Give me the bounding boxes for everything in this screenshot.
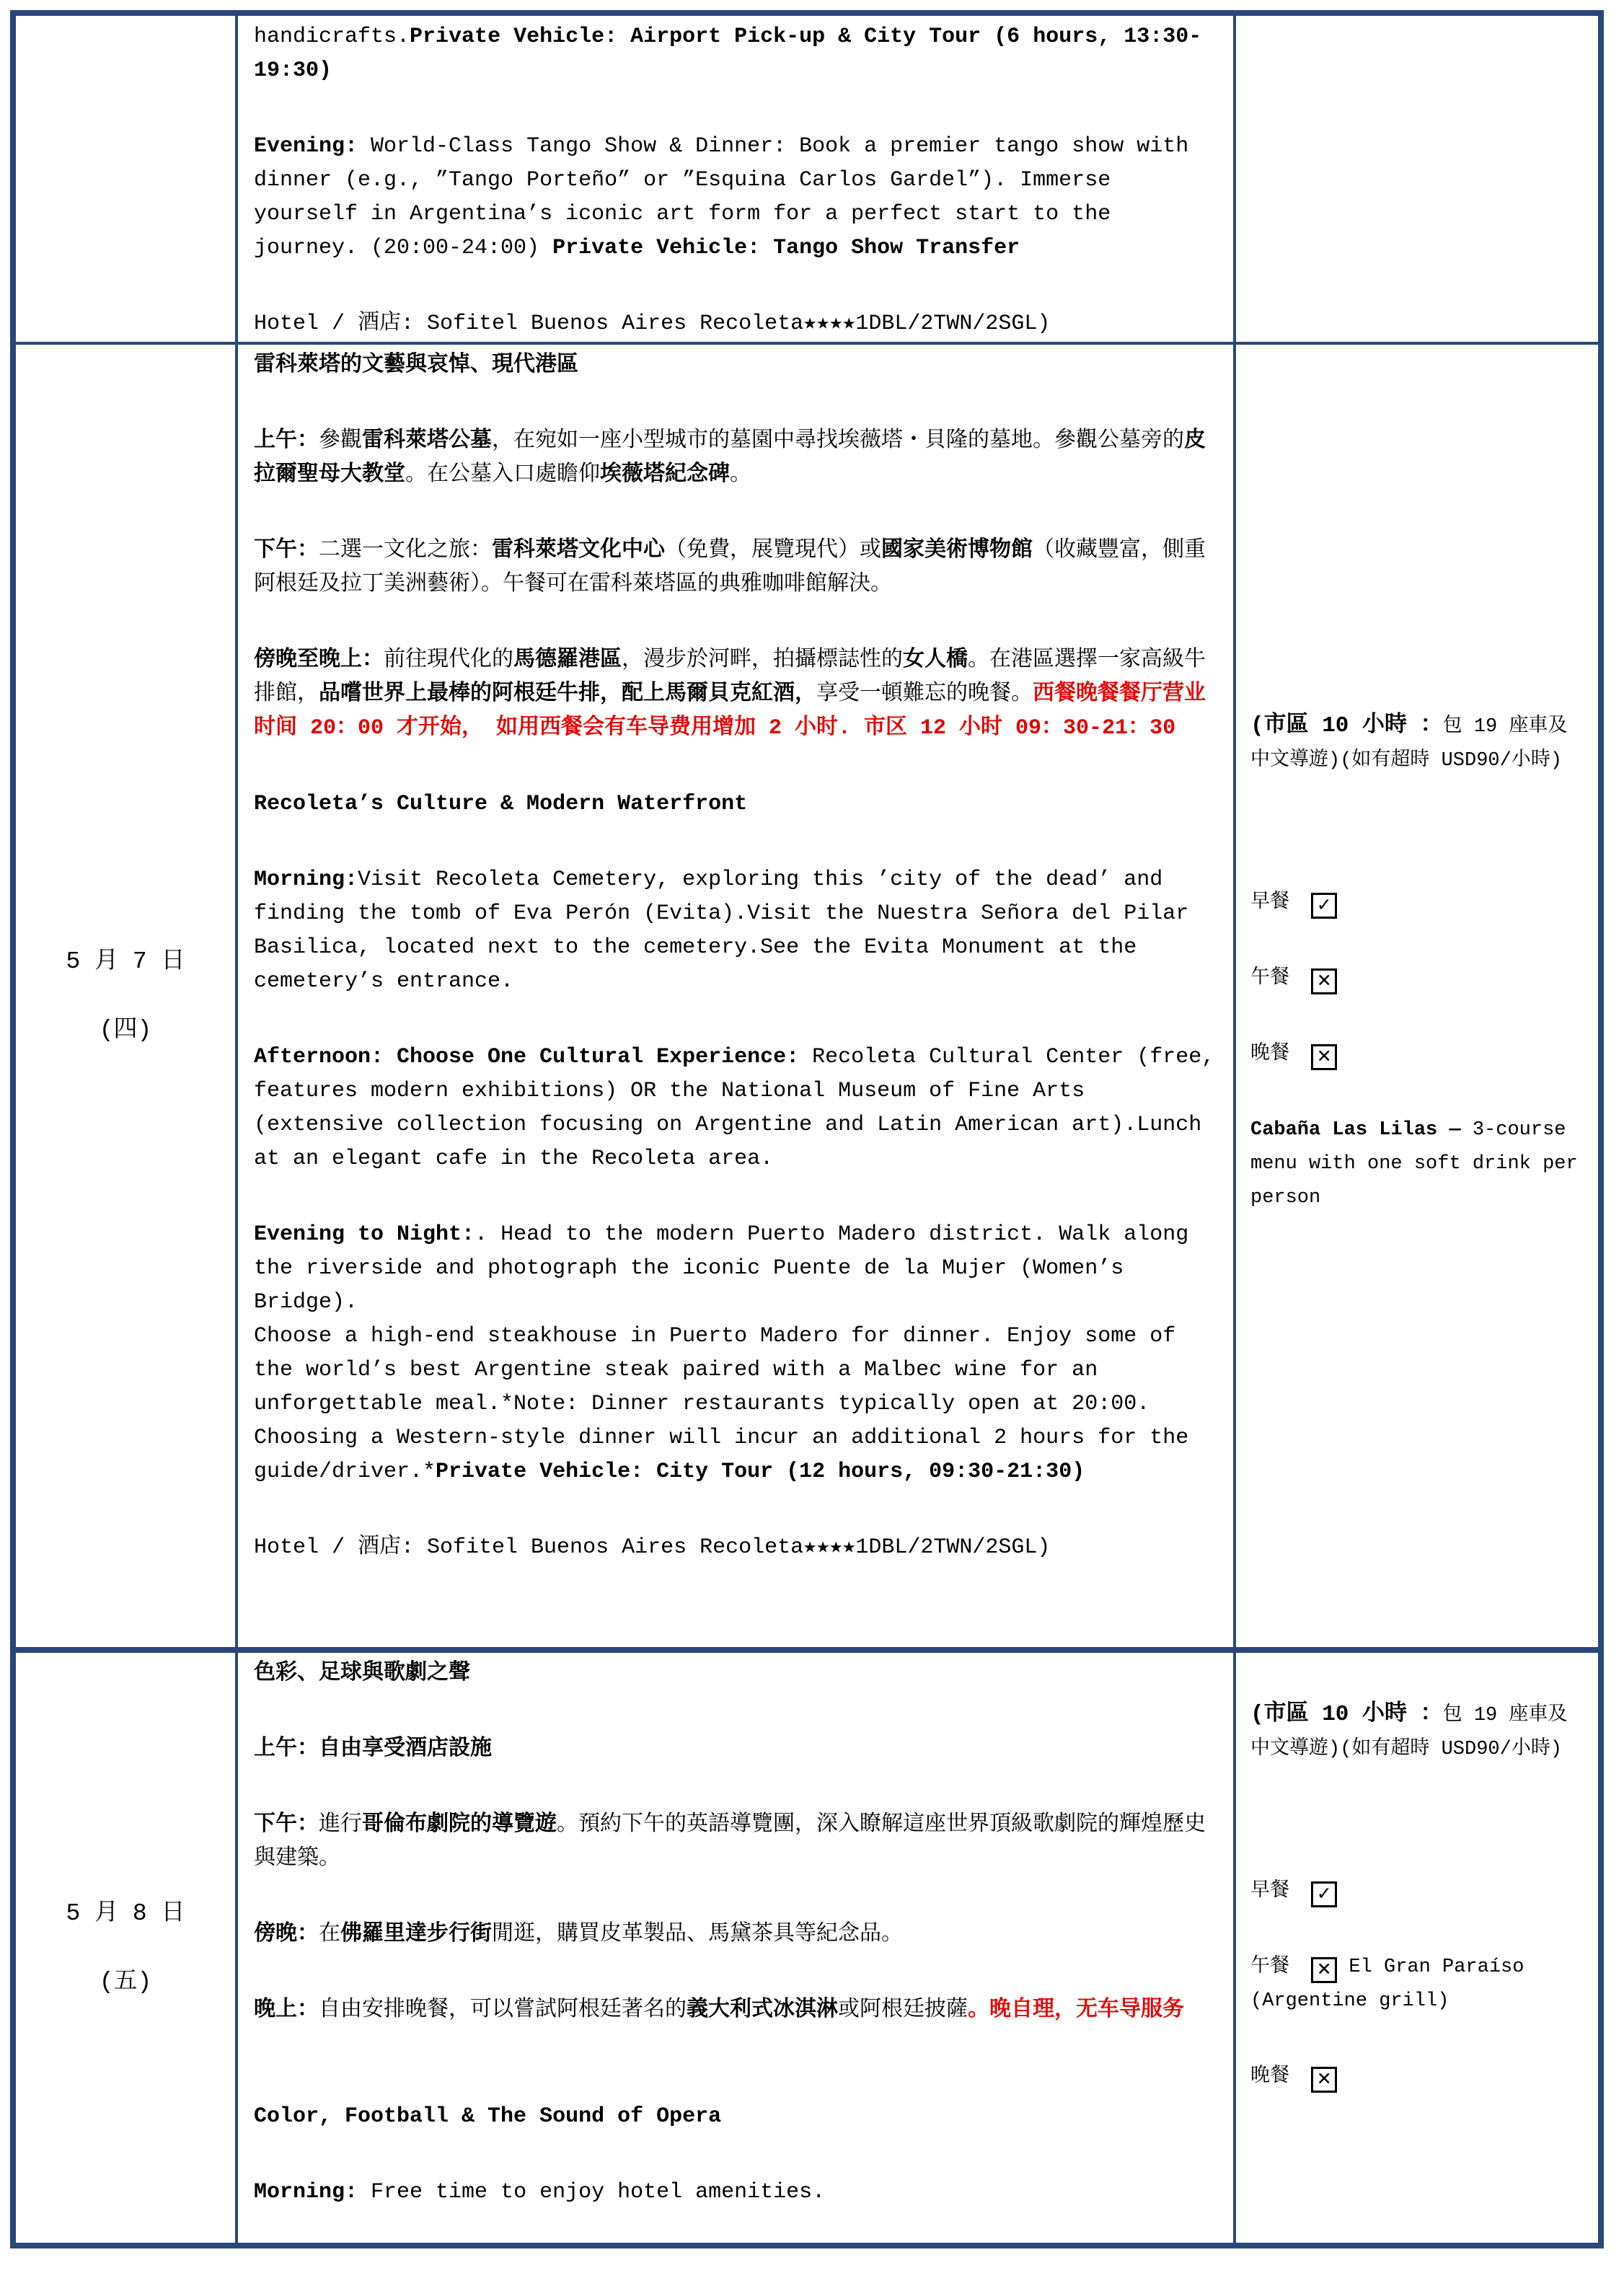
text-run: . Head to the modern Puerto Madero district. Walk along the riverside and photograph the iconic Puente de la Mujer (Women’s Bridge). <box>254 1222 1189 1315</box>
text-run: (市區 10 小時 ： <box>1250 713 1443 738</box>
date-cell-may8 <box>16 1647 235 2243</box>
date-cell-may7 <box>16 342 235 1647</box>
text-run: 傍晚至晚上： <box>254 648 384 673</box>
text-run: （收藏豐富，側重阿根廷及拉丁美洲藝術）。午餐可在雷科萊塔區的典雅咖啡館解決。 <box>254 539 1206 597</box>
text-run: 哥倫布劇院的導覽遊 <box>362 1813 557 1837</box>
vehicle-note-paragraph <box>254 20 1223 88</box>
text-run: 自由安排晚餐，可以嘗試阿根廷著名的 <box>319 1998 687 2023</box>
text-run: 色彩、足球與歌劇之聲 <box>254 1661 470 1686</box>
text-run: 。預約下午的英語導覽團，深入瞭解這座世界頂級歌劇院的輝煌歷史與建築。 <box>254 1813 1206 1871</box>
chinese-day-title <box>254 349 1223 383</box>
lunch-line <box>1250 1951 1585 2018</box>
text-run: Evening: <box>254 134 371 159</box>
text-run: 。在港區選擇一家高級牛排館， <box>254 648 1206 707</box>
text-run: Free time to enjoy hotel amenities. <box>371 2180 826 2204</box>
text-run: 。在公墓入口處瞻仰 <box>405 463 600 487</box>
text-run: Visit Recoleta Cemetery, exploring this ’city of the dead’ and finding the tomb of Eva Perón (Evita).Visit the Nuestra Señora del Pilar Basilica, located next to the cemetery.See the Evita Monument at the cemetery’s entrance. <box>254 868 1189 994</box>
text-run: 享受一頓難忘的晚餐。 <box>816 682 1033 707</box>
checked-checkbox-icon[interactable]: ✓ <box>1311 1881 1337 1907</box>
weekday-text: (四) <box>99 1017 152 1043</box>
breakfast-line <box>1250 1875 1585 1909</box>
morning-zh-paragraph <box>254 1733 1223 1767</box>
notes-cell-may8 <box>1233 1647 1598 2243</box>
text-run: 晚餐 <box>1250 1043 1302 1065</box>
text-run: 早餐 <box>1250 892 1302 914</box>
afternoon-en-paragraph <box>254 1041 1223 1176</box>
text-run: 上午： <box>254 1737 319 1762</box>
text-run: Morning: <box>254 868 358 892</box>
date-cell-continuation <box>16 16 235 342</box>
text-run: Color, Football & The Sound of Opera <box>254 2104 722 2129</box>
text-run: 下午： <box>254 1813 319 1837</box>
text-run: Private Vehicle: Tango Show Transfer <box>552 236 1020 260</box>
checked-checkbox-icon[interactable]: ✓ <box>1311 893 1337 919</box>
text-run: 下午： <box>254 539 319 563</box>
text-run: Recoleta’s Culture & Modern Waterfront <box>254 792 748 816</box>
text-run: 參觀 <box>319 429 362 454</box>
afternoon-zh-paragraph <box>254 534 1223 602</box>
morning-en-paragraph <box>254 2176 1223 2210</box>
description-cell-continuation <box>235 16 1233 342</box>
evening-en-paragraph <box>254 1218 1223 1320</box>
text-run: 傍晚： <box>254 1923 319 1947</box>
text-run: 晚餐 <box>1250 2066 1302 2088</box>
text-run: 晚上： <box>254 1998 319 2023</box>
evening-paragraph <box>254 130 1223 265</box>
text-run: 雷科萊塔公墓 <box>362 429 492 454</box>
afternoon-zh-paragraph <box>254 1809 1223 1876</box>
text-run: Recoleta Cultural Center (free, features modern exhibitions) OR the National Museum of Fine Arts (extensive collection focusing on Argentine and Latin American art).Lunch at an elegant cafe in the Recoleta area. <box>254 1045 1215 1171</box>
text-run: 女人橋 <box>903 648 968 673</box>
text-run: 埃薇塔紀念碑 <box>600 463 730 487</box>
notes-cell-continuation <box>1233 16 1598 342</box>
dinner-line <box>1250 1038 1585 1072</box>
text-run: 二選一文化之旅： <box>319 539 492 563</box>
text-run: 自由享受酒店設施 <box>319 1737 492 1762</box>
text-run: 3-course menu with one soft drink per person <box>1250 1119 1578 1209</box>
vehicle-service-note <box>1250 1698 1585 1767</box>
dinner-line <box>1250 2060 1585 2094</box>
restaurant-note <box>1250 1113 1585 1215</box>
text-run: 國家美術博物館 <box>881 539 1033 563</box>
text-run: 早餐 <box>1250 1881 1302 1902</box>
evening-zh-paragraph <box>254 1918 1223 1952</box>
text-run: handicrafts. <box>254 25 410 49</box>
text-run: Hotel / 酒店: Sofitel Buenos Aires Recoleta★★★★1DBL/2TWN/2SGL) <box>254 312 1051 336</box>
hotel-line <box>254 1531 1223 1565</box>
text-run: 皮拉爾聖母大教堂 <box>254 429 1206 487</box>
text-run: 佛羅里達步行街 <box>340 1923 492 1947</box>
hotel-line <box>254 307 1223 341</box>
text-run: 西餐晚餐餐厅营业时间 20：00 才开始， 如用西餐会有车导费用增加 2 小时. 市区 12 小时 09：30-21：30 <box>254 682 1206 741</box>
chinese-day-title <box>254 1657 1223 1691</box>
text-run: Private Vehicle: City Tour (12 hours, 09:30-21:30) <box>436 1460 1085 1484</box>
text-run: 午餐 <box>1250 1956 1302 1978</box>
text-run: 在 <box>319 1923 340 1947</box>
date-text: 5 月 8 日 <box>66 1900 185 1927</box>
text-run: ，漫步於河畔，拍攝標誌性的 <box>622 648 903 673</box>
dinner-en-paragraph <box>254 1320 1223 1489</box>
weekday-text: (五) <box>99 1969 152 1995</box>
text-run: Cabaña Las Lilas — <box>1250 1119 1473 1141</box>
text-run: ，在宛如一座小型城市的墓園中尋找埃薇塔・貝隆的墓地。參觀公墓旁的 <box>492 429 1184 454</box>
morning-en-paragraph <box>254 863 1223 999</box>
text-run: 午餐 <box>1250 968 1302 989</box>
text-run: 進行 <box>319 1813 362 1837</box>
lunch-line <box>1250 962 1585 996</box>
description-cell-may8 <box>235 1647 1233 2243</box>
notes-cell-may7 <box>1233 342 1598 1647</box>
text-run: 閒逛，購買皮革製品、馬黛茶具等紀念品。 <box>492 1923 903 1947</box>
text-run: Afternoon: Choose One Cultural Experience: <box>254 1045 813 1069</box>
english-day-title <box>254 2100 1223 2134</box>
text-run: 雷科萊塔文化中心 <box>492 539 665 563</box>
evening-zh-paragraph <box>254 644 1223 746</box>
text-run: 包 19 座車及中文導遊)(如有超時 USD90/小時) <box>1250 1705 1568 1760</box>
text-run: (市區 10 小時 ： <box>1250 1702 1443 1727</box>
date-text: 5 月 7 日 <box>66 948 185 975</box>
text-run: 雷科萊塔的文藝與哀悼、現代港區 <box>254 353 578 378</box>
text-run: 包 19 座車及中文導遊)(如有超時 USD90/小時) <box>1250 716 1568 772</box>
text-run: （免費，展覽現代）或 <box>665 539 881 563</box>
text-run: 或阿根廷披薩 <box>838 1998 968 2023</box>
crossed-checkbox-icon[interactable]: ✕ <box>1311 1044 1337 1070</box>
text-run: 前往現代化的 <box>384 648 513 673</box>
night-zh-paragraph <box>254 1994 1223 2028</box>
text-run: 。 <box>730 463 751 487</box>
breakfast-line <box>1250 886 1585 920</box>
morning-zh-paragraph <box>254 425 1223 493</box>
text-run: Hotel / 酒店: Sofitel Buenos Aires Recoleta★★★★1DBL/2TWN/2SGL) <box>254 1535 1051 1560</box>
vehicle-service-note <box>1250 709 1585 778</box>
text-run: 義大利式冰淇淋 <box>687 1998 838 2023</box>
text-run: World-Class Tango Show & Dinner: Book a premier tango show with dinner (e.g., ”Tango Porteño” or ”Esquina Carlos Gardel”). Immerse yourself in Argentina’s iconic art form for a perfect start to the journey. (20:00-24:00) <box>254 134 1189 260</box>
text-run: 。晚自理，无车导服务 <box>968 1998 1184 2023</box>
text-run: 馬德羅港區 <box>513 648 622 673</box>
description-cell-may7 <box>235 342 1233 1647</box>
crossed-checkbox-icon[interactable]: ✕ <box>1311 1957 1337 1983</box>
text-run: Private Vehicle: Airport Pick-up & City Tour (6 hours, 13:30-19:30) <box>254 25 1202 83</box>
crossed-checkbox-icon[interactable]: ✕ <box>1311 2067 1337 2093</box>
english-day-title <box>254 787 1223 821</box>
text-run: Choose a high-end steakhouse in Puerto Madero for dinner. Enjoy some of the world’s best Argentine steak paired with a Malbec wine for an unforgettable meal.*Note: Dinner restaurants typically open at 20:00. Choosing a Western-style dinner will incur an additional 2 hours for the guide/driver.* <box>254 1324 1189 1484</box>
text-run: Evening to Night: <box>254 1222 475 1247</box>
text-run: 上午： <box>254 429 319 454</box>
text-run: 品嚐世界上最棒的阿根廷牛排，配上馬爾貝克紅酒， <box>319 682 816 707</box>
text-run: El Gran Paraíso (Argentine grill) <box>1250 1956 1524 2012</box>
itinerary-table <box>10 10 1604 2248</box>
crossed-checkbox-icon[interactable]: ✕ <box>1311 968 1337 994</box>
text-run: Morning: <box>254 2180 371 2204</box>
